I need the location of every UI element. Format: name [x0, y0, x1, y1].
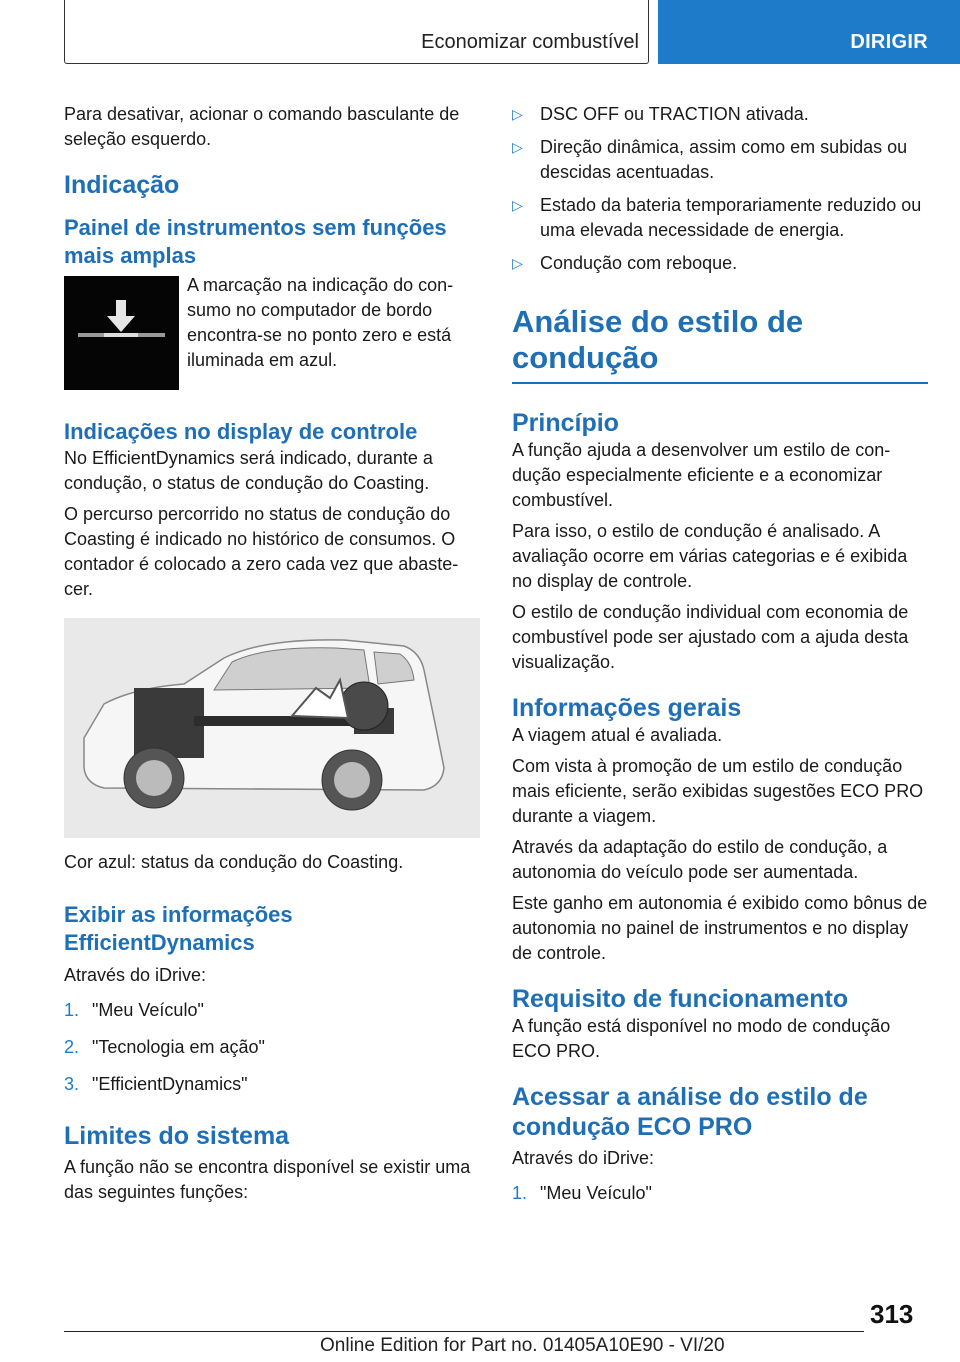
triangle-bullet-icon: ▷: [512, 255, 523, 271]
heading-requisito: Requisito de funcionamento: [512, 985, 849, 1013]
heading-principio: Princípio: [512, 409, 619, 437]
bullet-text: Condução com reboque.: [540, 253, 738, 273]
list-item: [512, 102, 928, 127]
info-paragraph-2: Com vista à promoção de um estilo de condução mais eficiente, serão exibidas sugestões ECO PRO durante a viagem.: [512, 756, 924, 826]
step-number: 1.: [512, 1183, 528, 1203]
principio-paragraph-1: A função ajuda a desenvolver um estilo de con-dução especialmente eficiente e a economizar combustível.: [512, 440, 891, 510]
step-text: "Tecnologia em ação": [92, 1037, 265, 1057]
chapter-title: Economizar combustível: [421, 31, 639, 53]
bullet-text: Direção dinâmica, assim como em subidas ou descidas acentuadas.: [540, 137, 908, 182]
limitation-bullets: [512, 102, 928, 276]
info-paragraph-4: Este ganho em autonomia é exibido como bônus de autonomia no painel de instrumentos e no display de controle.: [512, 893, 928, 963]
section-tab[interactable]: DIRIGIR: [658, 0, 960, 64]
display-paragraph-1: No EfficientDynamics será indicado, durante a condução, o status de condução do Coasting.: [64, 448, 433, 493]
triangle-bullet-icon: ▷: [512, 106, 523, 122]
consumption-indicator-image: [64, 276, 179, 390]
exibir-intro: Através do iDrive:: [64, 965, 207, 985]
heading-exibir: Exibir as informações EfficientDynamics: [64, 902, 293, 955]
list-item: [512, 135, 928, 185]
heading-acessar: Acessar a análise do estilo de condução ECO PRO: [512, 1083, 868, 1141]
chapter-heading-block: [512, 304, 928, 384]
step-text: "EfficientDynamics": [92, 1074, 248, 1094]
image-caption: Cor azul: status da condução do Coasting.: [64, 852, 404, 872]
bullet-text: Estado da bateria temporariamente reduzido ou uma elevada necessidade de energia.: [540, 195, 922, 240]
list-item: [512, 193, 928, 243]
heading-painel: Painel de instrumentos sem funções mais amplas: [64, 215, 447, 268]
exibir-steps: [64, 998, 480, 1097]
heading-info: Informações gerais: [512, 694, 742, 722]
principio-paragraph-2: Para isso, o estilo de condução é analisado. A avaliação ocorre em várias categorias e é exibida no display de controle.: [512, 521, 908, 591]
step-number: 1.: [64, 1000, 80, 1020]
list-item: [64, 1035, 480, 1060]
principio-paragraph-3: O estilo de condução individual com economia de combustível pode ser ajustado com a ajuda desta visualização.: [512, 602, 909, 672]
acessar-steps: [512, 1181, 928, 1206]
page-number: 313: [870, 1299, 914, 1329]
acessar-intro: Através do iDrive:: [512, 1148, 655, 1168]
arrow-down-icon: [64, 276, 179, 390]
limites-text: A função não se encontra disponível se existir uma das seguintes funções:: [64, 1157, 471, 1202]
indicator-block: [64, 276, 480, 390]
list-item: [512, 1181, 928, 1206]
coasting-car-image: [64, 618, 480, 838]
bullet-text: DSC OFF ou TRACTION ativada.: [540, 104, 809, 124]
heading-limites: Limites do sistema: [64, 1122, 290, 1150]
right-column: [512, 102, 928, 1206]
footer-divider: [64, 1331, 864, 1332]
heading-display: Indicações no display de controle: [64, 419, 418, 444]
info-paragraph-1: A viagem atual é avaliada.: [512, 725, 723, 745]
step-text: "Meu Veículo": [540, 1183, 652, 1203]
list-item: [64, 998, 480, 1023]
intro-paragraph: Para desativar, acionar o comando basculante de seleção esquerdo.: [64, 104, 460, 149]
edition-note: Online Edition for Part no. 01405A10E90 - VI/20: [320, 1335, 725, 1356]
triangle-bullet-icon: ▷: [512, 197, 523, 213]
step-number: 3.: [64, 1074, 80, 1094]
list-item: [64, 1072, 480, 1097]
heading-indicacao: Indicação: [64, 171, 180, 199]
heading-analise: Análise do estilo de condução: [512, 304, 804, 375]
display-paragraph-2: O percurso percorrido no status de condução do Coasting é indicado no histórico de consumos. O contador é colocado a zero cada vez que abaste-cer.: [64, 504, 459, 599]
left-column: [64, 102, 480, 1211]
painel-text: A marcação na indicação do con-sumo no computador de bordo encontra-se no ponto zero e está iluminada em azul.: [187, 275, 454, 370]
triangle-bullet-icon: ▷: [512, 139, 523, 155]
car-drivetrain-illustration: [64, 618, 480, 838]
step-text: "Meu Veículo": [92, 1000, 204, 1020]
step-number: 2.: [64, 1037, 80, 1057]
requisito-text: A função está disponível no modo de condução ECO PRO.: [512, 1016, 891, 1061]
info-paragraph-3: Através da adaptação do estilo de condução, a autonomia do veículo pode ser aumentada.: [512, 837, 888, 882]
list-item: [512, 251, 928, 276]
